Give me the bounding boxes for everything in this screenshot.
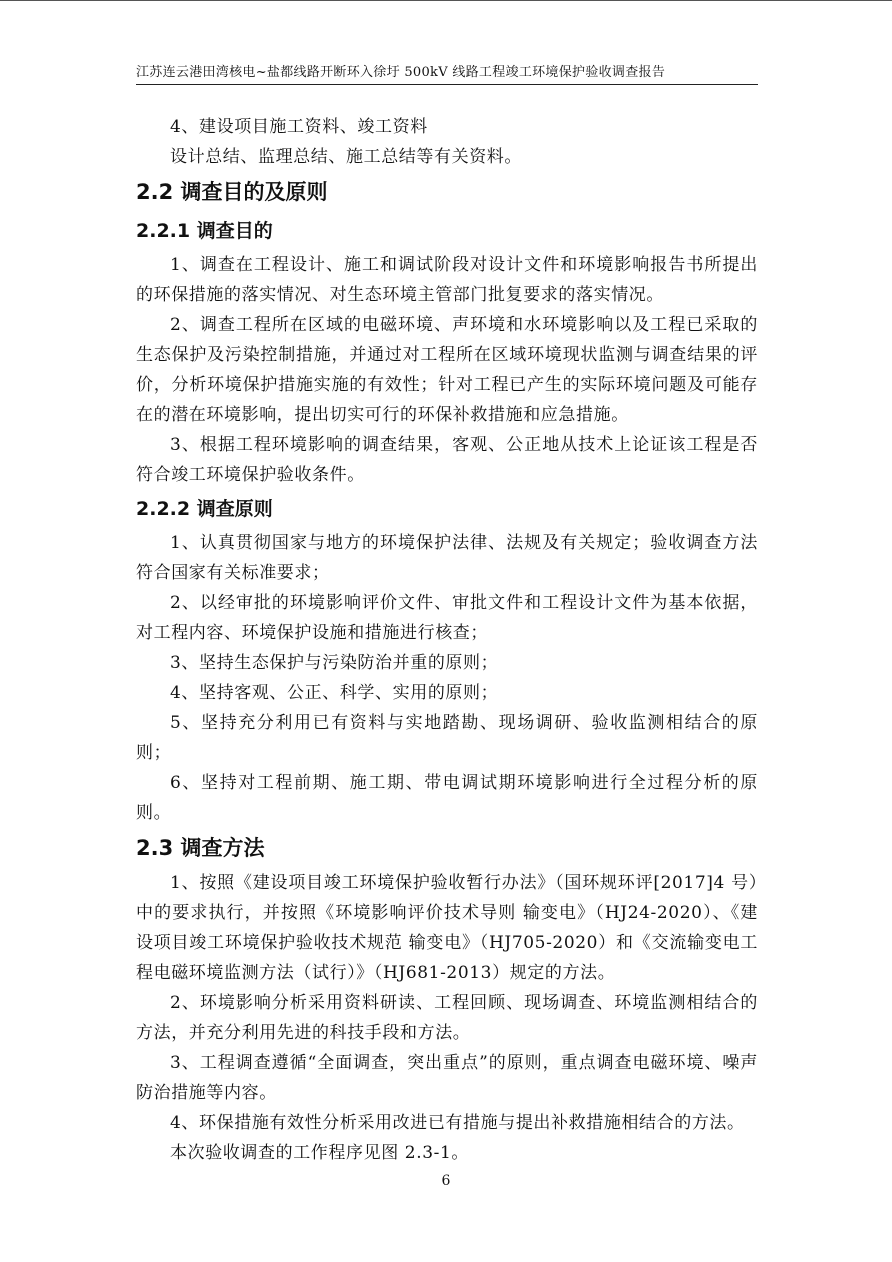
paragraph-summary-materials: 设计总结、监理总结、施工总结等有关资料。 [170, 147, 522, 167]
section-heading-2-2: 2.2 调查目的及原则 [136, 180, 328, 204]
paragraph-method-4: 4、环保措施有效性分析采用改进已有措施与提出补救措施相结合的方法。 [170, 1113, 745, 1133]
paragraph-principle-6: 6、坚持对工程前期、施工期、带电调试期环境影响进行全过程分析的原则。 [136, 773, 758, 823]
paragraph-figure-reference: 本次验收调查的工作程序见图 2.3-1。 [170, 1143, 469, 1163]
paragraph-purpose-2: 2、调查工程所在区域的电磁环境、声环境和水环境影响以及工程已采取的生态保护及污染控制措施，并通过对工程所在区域环境现状监测与调查结果的评价，分析环境保护措施实施的有效性；针对工程已产生的实际环境问题及可能存在的潜在环境影响，提出切实可行的环保补救措施和应急措施。 [136, 315, 758, 425]
paragraph-principle-3: 3、坚持生态保护与污染防治并重的原则； [170, 653, 499, 673]
page-top-border [0, 0, 892, 1]
paragraph-method-1: 1、按照《建设项目竣工环境保护验收暂行办法》（国环规环评[2017]4 号）中的要求执行，并按照《环境影响评价技术导则 输变电》（HJ24-2020）、《建设项目竣工环境保护验收技术规范 输变电》（HJ705-2020）和《交流输变电工程电磁环境监测方法（试行）》（HJ681-2013）规定的方法。 [136, 873, 758, 983]
paragraph-principle-5: 5、坚持充分利用已有资料与实地踏勘、现场调研、验收监测相结合的原则； [136, 713, 758, 763]
paragraph-method-3: 3、工程调查遵循“全面调查，突出重点”的原则，重点调查电磁环境、噪声防治措施等内容。 [136, 1053, 758, 1103]
subsection-heading-2-2-2: 2.2.2 调查原则 [136, 498, 273, 520]
paragraph-principle-4: 4、坚持客观、公正、科学、实用的原则； [170, 683, 499, 703]
paragraph-purpose-1: 1、调查在工程设计、施工和调试阶段对设计文件和环境影响报告书所提出的环保措施的落实情况、对生态环境主管部门批复要求的落实情况。 [136, 255, 758, 305]
running-header: 江苏连云港田湾核电~盐都线路开断环入徐圩 500kV 线路工程竣工环境保护验收调查报告 [136, 62, 758, 85]
paragraph-principle-1: 1、认真贯彻国家与地方的环境保护法律、法规及有关规定；验收调查方法符合国家有关标准要求； [136, 533, 758, 583]
page-number: 6 [441, 1173, 451, 1189]
paragraph-method-2: 2、环境影响分析采用资料研读、工程回顾、现场调查、环境监测相结合的方法，并充分利用先进的科技手段和方法。 [136, 993, 758, 1043]
document-body [136, 112, 758, 1168]
subsection-heading-2-2-1: 2.2.1 调查目的 [136, 220, 273, 242]
paragraph-construction-materials: 4、建设项目施工资料、竣工资料 [170, 117, 428, 137]
paragraph-purpose-3: 3、根据工程环境影响的调查结果，客观、公正地从技术上论证该工程是否符合竣工环境保护验收条件。 [136, 435, 758, 485]
section-heading-2-3: 2.3 调查方法 [136, 836, 265, 860]
paragraph-principle-2: 2、以经审批的环境影响评价文件、审批文件和工程设计文件为基本依据，对工程内容、环境保护设施和措施进行核查； [136, 593, 758, 643]
